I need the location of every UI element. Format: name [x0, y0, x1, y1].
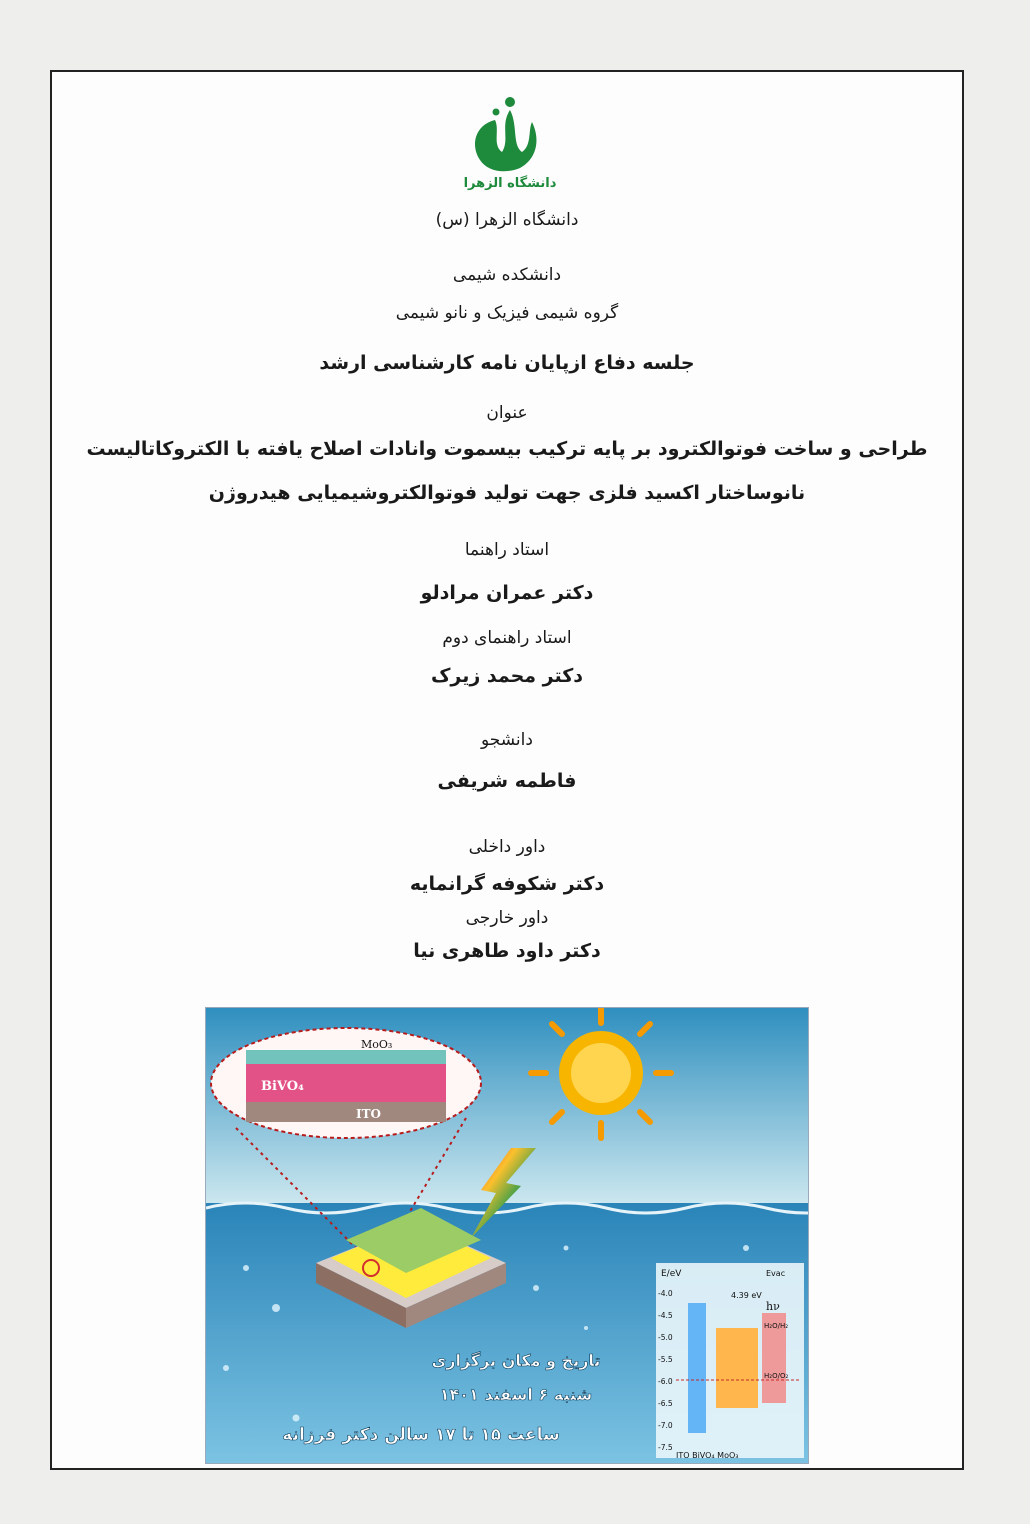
logo-caption: دانشگاه الزهرا	[463, 176, 557, 191]
supervisor-label: استاد راهنما	[464, 540, 550, 560]
faculty-name: دانشکده شیمی	[452, 265, 562, 285]
poster-illustration	[205, 1007, 809, 1464]
co-supervisor-name: دکتر محمد زیرک	[430, 665, 584, 687]
energy-tick: -6.5	[658, 1399, 673, 1408]
energy-tick: -7.0	[658, 1421, 673, 1430]
energy-diagram	[656, 1263, 804, 1460]
co-supervisor-label: استاد راهنمای دوم	[442, 628, 572, 648]
inset-diagram	[211, 1028, 481, 1138]
venue-label: تاریخ و مکان برگزاری	[431, 1351, 601, 1370]
energy-tick: -6.0	[658, 1377, 673, 1386]
logo-mark	[475, 97, 536, 171]
thesis-title-line-2: نانوساختار اکسید فلزی جهت تولید فوتوالکتروشیمیایی هیدروژن	[208, 482, 806, 504]
university-logo	[440, 90, 580, 195]
inset-bottom-label: ITO	[356, 1107, 381, 1121]
poster-svg	[206, 1008, 808, 1463]
internal-examiner-label: داور داخلی	[468, 837, 546, 857]
h2-label: H₂O/H₂	[764, 1322, 789, 1330]
external-examiner-name: دکتر داود طاهری نیا	[413, 940, 601, 962]
thesis-title-line-1: طراحی و ساخت فوتوالکترود بر پایه ترکیب بیسموت وانادات اصلاح یافته با الکتروکاتالیست	[86, 438, 928, 460]
hv-label: hν	[766, 1300, 780, 1313]
vacuum-label: Evac	[766, 1269, 786, 1278]
energy-tick: -5.0	[658, 1333, 673, 1342]
external-examiner-label: داور خارجی	[465, 908, 549, 928]
energy-tick: -4.0	[658, 1289, 673, 1298]
energy-tick: -7.5	[658, 1443, 673, 1452]
energy-axis-label: E/eV	[661, 1269, 682, 1279]
defense-time-place: ساعت ۱۵ تا ۱۷ سالن دکتر فرزانه	[282, 1425, 560, 1445]
university-name: دانشگاه الزهرا (س)	[435, 210, 579, 230]
internal-examiner-name: دکتر شکوفه گرانمایه	[409, 873, 605, 895]
inset-top-label: MoO₃	[361, 1038, 393, 1051]
defense-date: شنبه ۶ اسفند ۱۴۰۱	[439, 1385, 593, 1404]
energy-value-label: 4.39 eV	[731, 1291, 762, 1300]
energy-tick: -5.5	[658, 1355, 673, 1364]
o2-label: H₂O/O₂	[764, 1372, 789, 1380]
event-title: جلسه دفاع ازپایان نامه کارشناسی ارشد	[319, 352, 695, 374]
material-labels: ITO BiVO₄ MoO₃	[676, 1451, 739, 1460]
department-name: گروه شیمی فیزیک و نانو شیمی	[395, 303, 619, 323]
bivo4-band	[716, 1328, 758, 1408]
supervisor-name: دکتر عمران مرادلو	[420, 582, 594, 604]
ito-band	[688, 1303, 706, 1433]
inset-left-label: BiVO₄	[261, 1079, 304, 1094]
energy-tick: -4.5	[658, 1311, 673, 1320]
student-label: دانشجو	[481, 730, 533, 750]
thesis-title-label: عنوان	[486, 403, 528, 423]
student-name: فاطمه شریفی	[437, 770, 577, 792]
